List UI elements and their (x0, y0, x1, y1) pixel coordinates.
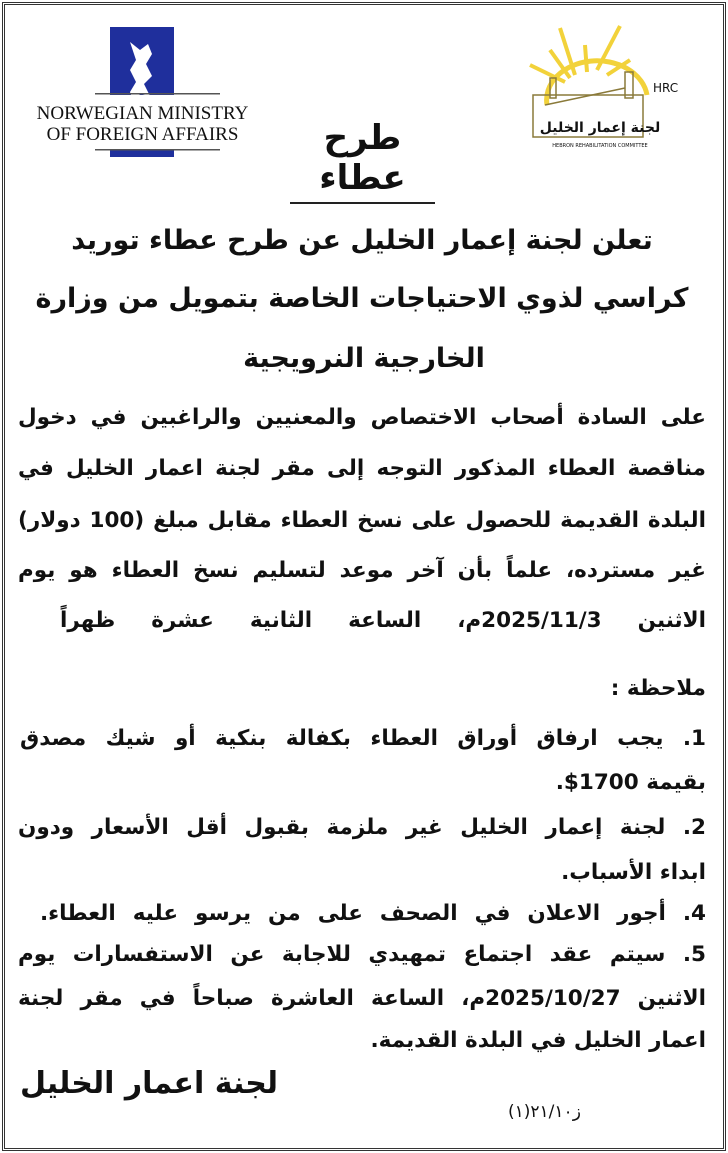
notes-heading: ملاحظة : (610, 676, 706, 701)
body-line: البلدة القديمة للحصول على نسخ العطاء مقابل مبلغ (100 دولار) (18, 508, 706, 533)
body-line: على السادة أصحاب الاختصاص والمعنيين والراغبين في دخول (18, 405, 706, 430)
note-line: اعمار الخليل في البلدة القديمة. (370, 1028, 706, 1053)
note-line: 2. لجنة إعمار الخليل غير ملزمة بقبول أقل الأسعار ودون (18, 815, 706, 840)
note-line: الاثنين 2025/10/27م، الساعة العاشرة صباحاً في مقر لجنة (18, 986, 706, 1011)
heading-line: تعلن لجنة إعمار الخليل عن طرح عطاء توريد (71, 225, 653, 256)
hrc-english: HEBRON REHABILITATION COMMITTEE (552, 143, 648, 149)
hrc-arabic: لجنة إعمار الخليل (539, 120, 661, 136)
note-line: بقيمة 1700$. (555, 770, 706, 795)
page-title: طرح عطاء (290, 118, 435, 204)
hrc-letters: HRC (653, 81, 679, 95)
norway-line2: OF FOREIGN AFFAIRS (46, 124, 239, 145)
note-line: 5. سيتم عقد اجتماع تمهيدي للاجابة عن الاستفسارات يوم (18, 942, 706, 967)
note-line: 4. أجور الاعلان في الصحف على من يرسو عليه العطاء. (40, 901, 706, 926)
body-line: الاثنين 2025/11/3م، الساعة الثانية عشرة ظهراً (60, 608, 706, 633)
signature: لجنة اعمار الخليل (20, 1066, 279, 1101)
norway-line1: NORWEGIAN MINISTRY (36, 103, 249, 124)
body-line: غير مسترده، علماً بأن آخر موعد لتسليم نسخ العطاء هو يوم (18, 558, 706, 583)
heading-line: الخارجية النرويجية (243, 343, 485, 374)
ad-code: ز٢١/١٠(١) (508, 1102, 581, 1122)
heading-line: كراسي لذوي الاحتياجات الخاصة بتمويل من وزارة (35, 283, 689, 314)
body-line: مناقصة العطاء المذكور التوجه إلى مقر لجنة اعمار الخليل في (18, 456, 706, 481)
note-line: 1. يجب ارفاق أوراق العطاء بكفالة بنكية أو شيك مصدق (20, 726, 706, 751)
hrc-logo (525, 20, 679, 155)
note-line: ابداء الأسباب. (561, 860, 706, 885)
norwegian-ministry-logo (15, 27, 270, 157)
